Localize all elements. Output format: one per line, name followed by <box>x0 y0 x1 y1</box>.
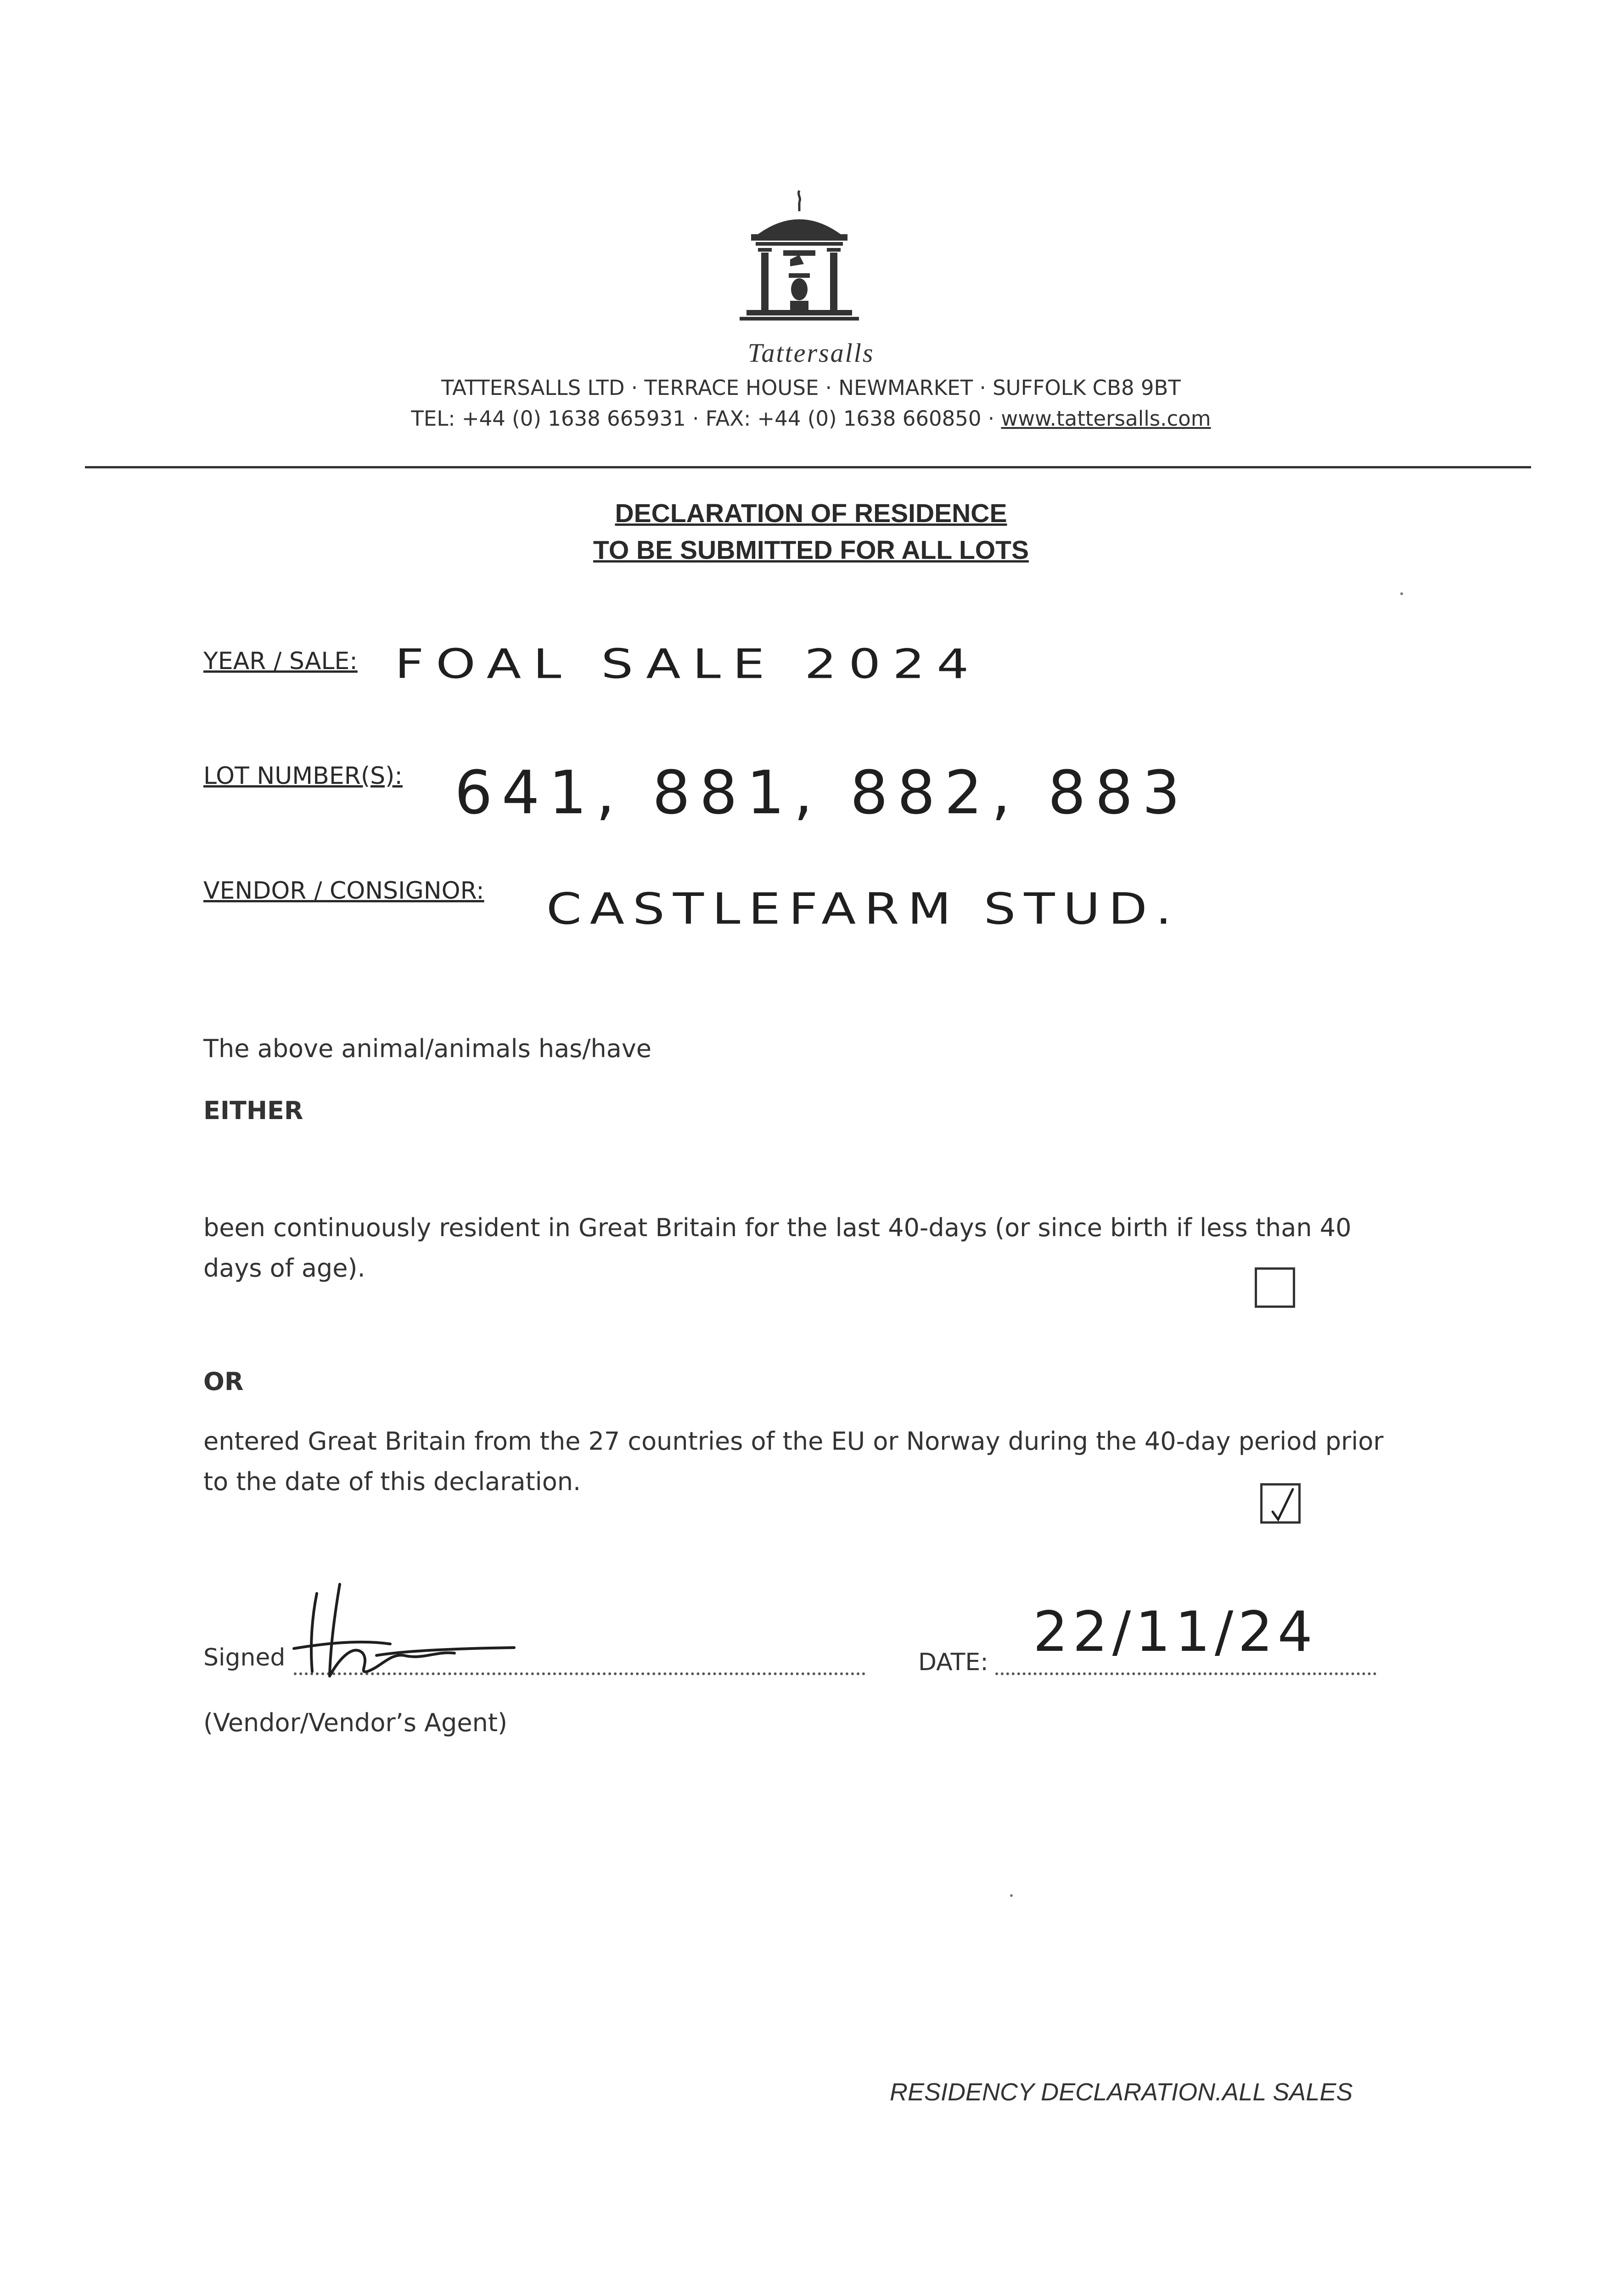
declaration-intro: The above animal/animals has/have <box>203 1034 652 1063</box>
vendor-consignor-value: CASTLEFARM STUD. <box>546 884 1180 934</box>
option-resident-checkbox[interactable] <box>1255 1267 1295 1308</box>
year-sale-label: YEAR / SALE: <box>203 647 358 675</box>
either-heading: EITHER <box>203 1096 303 1125</box>
option-entered-text: entered Great Britain from the 27 countries of the EU or Norway during the 40-day period prior to the date of this declaration. <box>203 1427 1384 1496</box>
signed-label: Signed <box>203 1644 286 1671</box>
date-line <box>995 1672 1376 1675</box>
date-value: 22/11/24 <box>1033 1600 1317 1664</box>
handwritten-signature <box>285 1575 542 1685</box>
document-footer: RESIDENCY DECLARATION.ALL SALES <box>890 2078 1353 2106</box>
company-contact <box>0 406 1622 431</box>
checkmark-icon <box>1268 1486 1297 1523</box>
option-entered-checkbox[interactable] <box>1260 1483 1301 1524</box>
website-link[interactable]: www.tattersalls.com <box>1001 406 1211 431</box>
lot-numbers-value: 641, 881, 882, 883 <box>455 758 1190 827</box>
signer-role: (Vendor/Vendor’s Agent) <box>203 1708 508 1737</box>
scan-speck <box>1400 592 1403 595</box>
header-divider <box>85 466 1531 468</box>
scan-speck <box>1010 1894 1013 1897</box>
document-title: DECLARATION OF RESIDENCE <box>615 499 1007 528</box>
lot-numbers-label: LOT NUMBER(S): <box>203 762 403 790</box>
brand-name: Tattersalls <box>747 338 875 368</box>
company-address: TATTERSALLS LTD · TERRACE HOUSE · NEWMARKET · SUFFOLK CB8 9BT <box>441 376 1181 400</box>
or-heading: OR <box>203 1367 244 1396</box>
year-sale-value: FOAL SALE 2024 <box>395 641 981 688</box>
option-resident-text: been continuously resident in Great Britain for the last 40-days (or since birth if less than 40 days of age). <box>203 1213 1352 1283</box>
phone-fax: TEL: +44 (0) 1638 665931 · FAX: +44 (0) 1638 660850 · <box>411 406 1001 431</box>
document-subtitle: TO BE SUBMITTED FOR ALL LOTS <box>593 535 1029 565</box>
vendor-consignor-label: VENDOR / CONSIGNOR: <box>203 877 484 905</box>
date-label: DATE: <box>918 1649 988 1676</box>
tattersalls-logo-icon <box>733 186 866 338</box>
